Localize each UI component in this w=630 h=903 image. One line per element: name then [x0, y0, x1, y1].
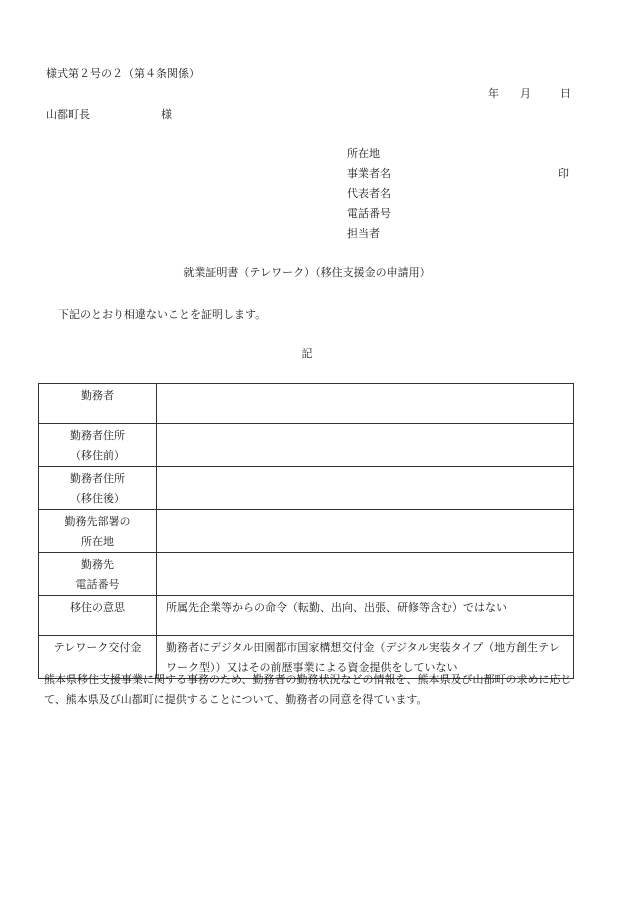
applicant-phone-label: 電話番号 — [347, 207, 391, 220]
value-workplace-phone[interactable] — [157, 553, 574, 596]
label-department-location — [39, 510, 157, 553]
label-workplace-phone-line2: 電話番号 — [75, 578, 120, 591]
label-address-before — [39, 424, 157, 467]
label-telework-grant: テレワーク交付金 — [39, 636, 157, 679]
label-address-after — [39, 467, 157, 510]
table-row-workplace-phone — [39, 553, 574, 596]
table-row-worker — [39, 384, 574, 424]
document-title: 就業証明書（テレワーク）（移住支援金の申請用） — [183, 266, 431, 279]
label-address-before-line1: 勤務者住所 — [70, 429, 125, 442]
form-number: 様式第２号の２（第４条関係） — [46, 67, 200, 80]
label-address-after-line1: 勤務者住所 — [70, 472, 125, 485]
applicant-representative-label: 代表者名 — [347, 187, 391, 200]
date-day-label: 日 — [560, 87, 571, 100]
value-address-after[interactable] — [157, 467, 574, 510]
certification-statement: 下記のとおり相違ないことを証明します。 — [58, 308, 267, 321]
value-telework-grant: 勤務者にデジタル田園都市国家構想交付金（デジタル実装タイプ（地方創生テレワーク型））又はその前歴事業による資金提供をしていない — [157, 636, 574, 679]
value-relocation-intent: 所属先企業等からの命令（転勤、出向、出張、研修等含む）ではない — [157, 596, 574, 636]
date-year-label: 年 — [488, 87, 499, 100]
label-workplace-phone — [39, 553, 157, 596]
date-month-label: 月 — [520, 87, 531, 100]
label-department-location-line2: 所在地 — [81, 535, 114, 548]
addressee: 山都町長 — [46, 108, 90, 121]
label-relocation-intent: 移住の意思 — [39, 596, 157, 636]
table-row-address-after — [39, 467, 574, 510]
label-department-location-line1: 勤務先部署の — [64, 515, 131, 528]
label-address-before-line2: （移住前） — [70, 449, 125, 462]
value-worker[interactable] — [157, 384, 574, 424]
certificate-table — [38, 383, 574, 679]
applicant-contact-person-label: 担当者 — [347, 227, 380, 240]
value-address-before[interactable] — [157, 424, 574, 467]
ki-heading: 記 — [301, 347, 313, 360]
applicant-address-label: 所在地 — [347, 147, 380, 160]
table-row-address-before — [39, 424, 574, 467]
label-workplace-phone-line1: 勤務先 — [81, 558, 114, 571]
label-address-after-line2: （移住後） — [70, 492, 125, 505]
addressee-honorific: 様 — [161, 108, 172, 121]
applicant-business-name-label: 事業者名 — [347, 167, 391, 180]
consent-note: 熊本県移住支援事業に関する事務のため、勤務者の勤務状況などの情報を、熊本県及び山都町の求めに応じて、熊本県及び山都町に提供することについて、勤務者の同意を得ています。 — [44, 673, 572, 706]
label-worker: 勤務者 — [39, 384, 157, 424]
value-department-location[interactable] — [157, 510, 574, 553]
table-row-relocation-intent — [39, 596, 574, 636]
table-row-department-location — [39, 510, 574, 553]
seal-mark: 印 — [558, 167, 569, 180]
